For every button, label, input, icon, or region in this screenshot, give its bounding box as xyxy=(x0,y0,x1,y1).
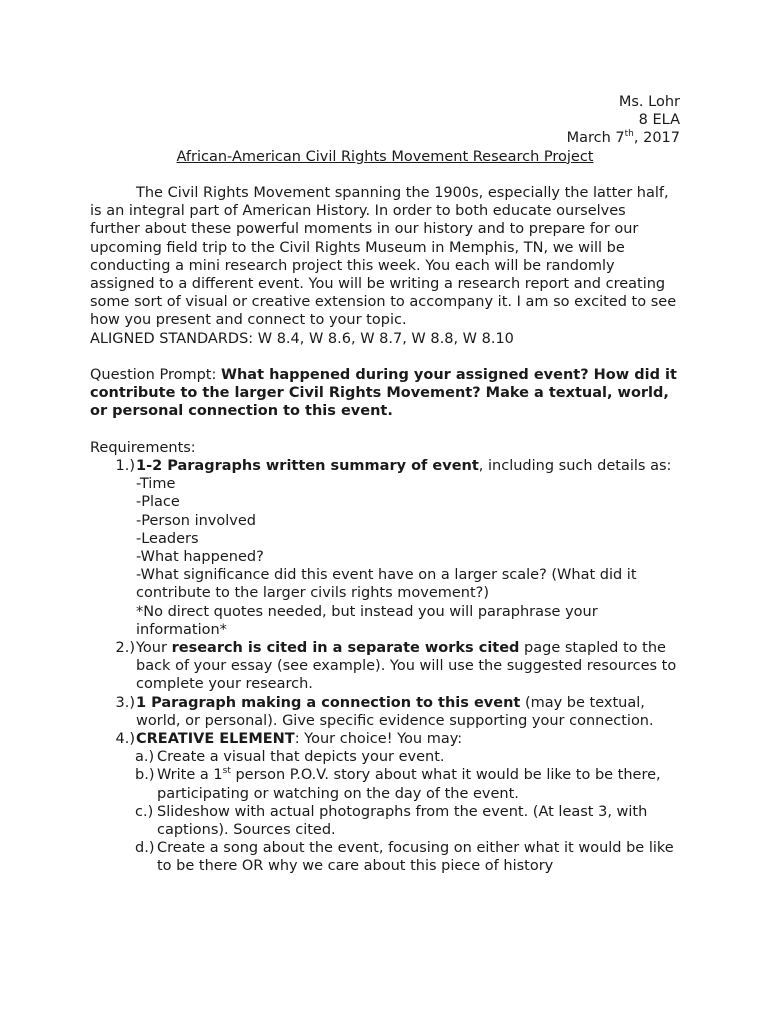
date-month-day: March 7 xyxy=(566,130,625,147)
creative-option-a xyxy=(135,748,680,766)
creative-option-d-text: Create a song about the event, focusing on either what it would be like to be there OR why we care about this piece of history xyxy=(157,840,674,875)
creative-option-b-pre: Write a 1 xyxy=(157,767,223,784)
requirement-item-1 xyxy=(90,457,680,639)
detail-time: -Time xyxy=(136,476,176,493)
requirement-item-4 xyxy=(90,730,680,748)
question-prompt xyxy=(90,366,680,421)
creative-option-a-text: Create a visual that depicts your event. xyxy=(157,749,445,766)
list-number: 2.) xyxy=(115,640,135,657)
requirement-item-4-text xyxy=(136,730,680,748)
requirement-item-2-rest: page stapled to the back of your essay (see example). You will use the suggested resources to complete your research. xyxy=(136,640,677,693)
requirement-item-3 xyxy=(90,694,680,730)
creative-option-d xyxy=(135,839,680,875)
requirement-item-1-rest: , including such details as: xyxy=(478,458,672,475)
requirement-item-1-text xyxy=(136,457,680,475)
requirement-item-2-bold: research is cited in a separate works cited xyxy=(171,640,520,657)
detail-what-happened: -What happened? xyxy=(136,549,264,566)
document-page xyxy=(90,93,680,876)
document-title: African-American Civil Rights Movement Research Project xyxy=(176,148,594,165)
document-date xyxy=(90,129,680,147)
requirement-item-4-bold: CREATIVE ELEMENT xyxy=(136,731,295,748)
requirements-heading: Requirements: xyxy=(90,439,196,456)
detail-significance: -What significance did this event have on a larger scale? (What did it contribute to the larger civils rights movement?) xyxy=(136,567,637,602)
detail-person: -Person involved xyxy=(136,512,256,529)
requirement-item-3-text xyxy=(136,694,680,730)
option-letter: b.) xyxy=(135,767,155,784)
option-letter: a.) xyxy=(135,749,155,766)
detail-leaders: -Leaders xyxy=(136,530,199,547)
list-number: 4.) xyxy=(115,731,135,748)
requirement-item-2-pre: Your xyxy=(136,640,172,657)
requirement-item-2-text xyxy=(136,639,680,694)
list-number: 1.) xyxy=(115,458,135,475)
date-ordinal: th xyxy=(624,129,634,140)
requirement-item-2 xyxy=(90,639,680,694)
date-year: , 2017 xyxy=(633,130,680,147)
requirement-item-4-rest: : Your choice! You may: xyxy=(294,731,463,748)
requirement-item-1-bold: 1-2 Paragraphs written summary of event xyxy=(136,458,479,475)
creative-option-b-text xyxy=(157,766,680,802)
creative-option-c-text: Slideshow with actual photographs from the event. (At least 3, with captions). Sources cited. xyxy=(157,803,648,839)
option-letter: d.) xyxy=(135,840,155,857)
option-letter: c.) xyxy=(135,803,154,820)
ordinal-superscript: st xyxy=(222,766,231,777)
requirement-item-3-bold: 1 Paragraph making a connection to this event xyxy=(136,694,521,711)
list-number: 3.) xyxy=(115,694,135,711)
spacer xyxy=(90,166,680,184)
creative-option-b-post: person P.O.V. story about what it would be like to be there, participating or watching on the day of the event. xyxy=(157,767,661,802)
requirement-item-3-rest: (may be textual, world, or personal). Give specific evidence supporting your connection. xyxy=(136,694,654,729)
class-name: 8 ELA xyxy=(638,112,680,129)
creative-option-c xyxy=(135,803,680,839)
intro-paragraph: The Civil Rights Movement spanning the 1900s, especially the latter half, is an integral part of American History. In order to both educate ourselves further about these powerful moments in our history and to prepare for our upcoming field trip to the Civil Rights Museum in Memphis, TN, we will be conducting a mini research project this week. You each will be randomly assigned to a different event. You will be writing a research report and creating some sort of visual or creative extension to accompany it. I am so excited to see how you present and connect to your topic. xyxy=(90,185,677,329)
detail-place: -Place xyxy=(136,494,180,511)
detail-no-quotes-note: *No direct quotes needed, but instead you will paraphrase your information* xyxy=(136,603,598,638)
question-prompt-text: What happened during your assigned event? How did it contribute to the larger Civil Rights Movement? Make a textual, world, or personal connection to this event. xyxy=(90,367,677,420)
teacher-name: Ms. Lohr xyxy=(618,94,680,110)
aligned-standards: ALIGNED STANDARDS: W 8.4, W 8.6, W 8.7, W 8.8, W 8.10 xyxy=(90,330,514,347)
spacer xyxy=(90,348,680,366)
question-prompt-label: Question Prompt: xyxy=(90,367,221,384)
creative-option-b xyxy=(135,766,680,802)
spacer xyxy=(90,421,680,439)
